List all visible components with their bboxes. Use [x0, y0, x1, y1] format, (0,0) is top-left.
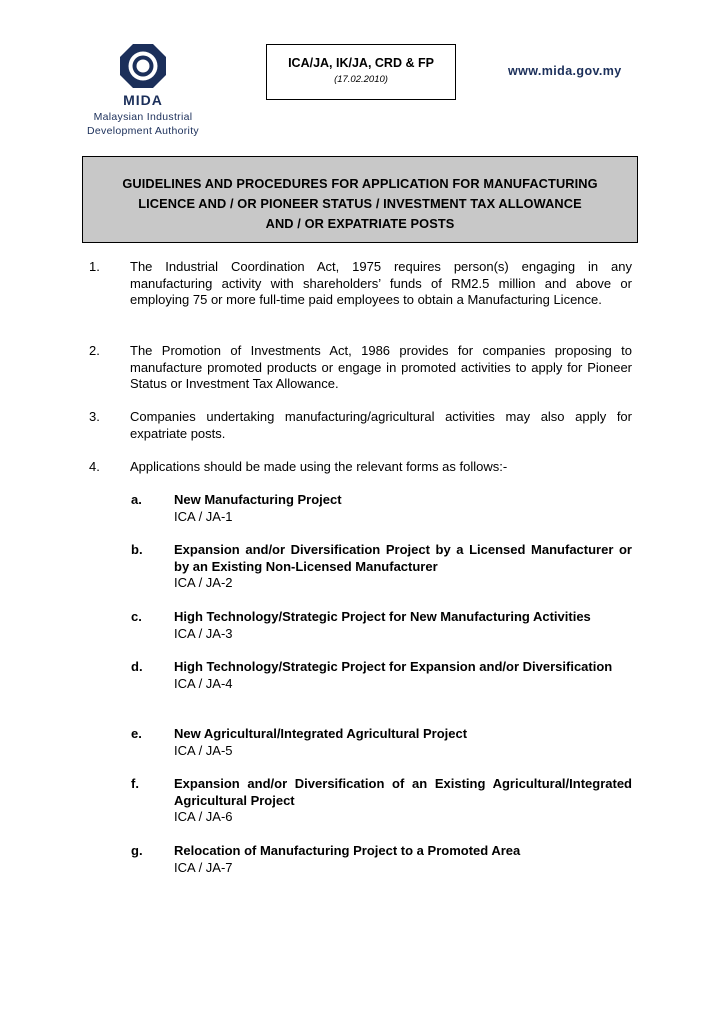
website-link[interactable]: www.mida.gov.my — [508, 64, 622, 78]
item-title: New Manufacturing Project — [174, 492, 342, 507]
paragraph-number: 2. — [89, 343, 100, 358]
item-title: High Technology/Strategic Project for Expansion and/or Diversification — [174, 659, 613, 674]
mida-emblem-icon — [118, 42, 168, 96]
form-item-d — [131, 659, 632, 692]
title-line1: GUIDELINES AND PROCEDURES FOR APPLICATION FOR MANUFACTURING — [122, 176, 598, 191]
form-item-b — [131, 542, 632, 592]
item-form-code: ICA / JA-5 — [174, 742, 233, 758]
form-code-box — [266, 44, 456, 100]
paragraph-text: Companies undertaking manufacturing/agricultural activities may also apply for expatriate posts. — [130, 409, 632, 441]
paragraph-number: 3. — [89, 409, 100, 424]
paragraph-number: 1. — [89, 259, 100, 274]
item-form-code: ICA / JA-1 — [174, 508, 233, 524]
item-form-code: ICA / JA-6 — [174, 809, 233, 824]
item-letter: g. — [131, 843, 143, 858]
paragraph-text: Applications should be made using the relevant forms as follows:- — [130, 459, 508, 474]
paragraph-number: 4. — [89, 459, 100, 474]
paragraph-2 — [89, 343, 632, 393]
form-date: (17.02.2010) — [334, 74, 388, 85]
form-item-f — [131, 776, 632, 826]
form-item-g — [131, 843, 641, 876]
title-line2: LICENCE AND / OR PIONEER STATUS / INVESTMENT TAX ALLOWANCE — [138, 196, 582, 211]
item-letter: b. — [131, 542, 143, 557]
item-letter: c. — [131, 609, 142, 624]
item-title: Expansion and/or Diversification Project by a Licensed Manufacturer or by an Existing Non-Licensed Manufacturer — [174, 542, 632, 574]
form-item-a — [131, 492, 641, 525]
org-name — [80, 110, 206, 138]
item-letter: e. — [131, 726, 142, 741]
item-letter: d. — [131, 659, 143, 674]
title-line3: AND / OR EXPATRIATE POSTS — [265, 216, 455, 231]
item-form-code: ICA / JA-3 — [174, 625, 233, 641]
org-name-line1: Malaysian Industrial — [93, 111, 193, 123]
item-letter: f. — [131, 776, 139, 791]
paragraph-text: The Promotion of Investments Act, 1986 provides for companies proposing to manufacture promoted products or engage in promoted activities to apply for Pioneer Status or Investment Tax Allowance. — [130, 343, 632, 391]
paragraph-3 — [89, 409, 632, 442]
item-form-code: ICA / JA-7 — [174, 859, 233, 875]
mida-logo — [80, 42, 206, 138]
paragraph-1 — [89, 259, 632, 309]
form-item-c — [131, 609, 643, 642]
item-form-code: ICA / JA-4 — [174, 675, 233, 691]
item-title: Relocation of Manufacturing Project to a Promoted Area — [174, 843, 521, 858]
document-title — [82, 156, 638, 243]
form-code: ICA/JA, IK/JA, CRD & FP — [288, 56, 434, 70]
item-title: High Technology/Strategic Project for New Manufacturing Activities — [174, 609, 591, 624]
item-title: Expansion and/or Diversification of an Existing Agricultural/Integrated Agricultural Project — [174, 776, 632, 808]
item-letter: a. — [131, 492, 142, 507]
item-form-code: ICA / JA-2 — [174, 575, 233, 590]
org-name-line2: Development Authority — [87, 125, 199, 137]
item-title: New Agricultural/Integrated Agricultural Project — [174, 726, 468, 741]
form-item-e — [131, 726, 641, 759]
paragraph-4 — [89, 459, 632, 476]
paragraph-text: The Industrial Coordination Act, 1975 requires person(s) engaging in any manufacturing activity with shareholders’ funds of RM2.5 million and above or employing 75 or more full-time paid employees to obtain a Manufacturing Licence. — [130, 259, 632, 307]
logo-wordmark: MIDA — [123, 92, 163, 108]
